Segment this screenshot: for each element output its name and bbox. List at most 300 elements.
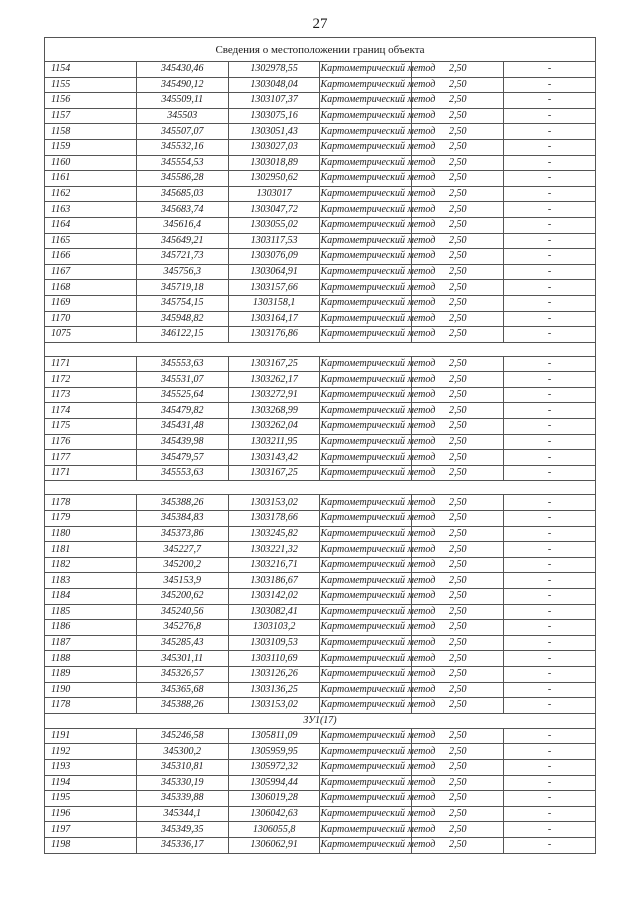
boundary-table-sheet <box>44 37 596 854</box>
x-coordinate-cell: 345344,1 <box>136 806 228 822</box>
accuracy-cell: 2,50 <box>412 698 504 714</box>
x-coordinate-cell: 345285,43 <box>136 635 228 651</box>
accuracy-cell: 2,50 <box>412 573 504 589</box>
accuracy-cell: 2,50 <box>412 635 504 651</box>
x-coordinate-cell: 345554,53 <box>136 155 228 171</box>
point-number-cell: 1191 <box>45 728 137 744</box>
method-cell: Картометрический метод <box>320 682 412 698</box>
x-coordinate-cell: 345503 <box>136 108 228 124</box>
point-number-cell: 1178 <box>45 698 137 714</box>
table-row <box>45 233 596 249</box>
method-cell: Картометрический метод <box>320 233 412 249</box>
table-row <box>45 434 596 450</box>
method-cell: Картометрический метод <box>320 249 412 265</box>
description-cell: - <box>504 775 596 791</box>
description-cell: - <box>504 620 596 636</box>
accuracy-cell: 2,50 <box>412 557 504 573</box>
description-cell: - <box>504 280 596 296</box>
table-title: Сведения о местоположении границ объекта <box>45 38 596 62</box>
method-cell: Картометрический метод <box>320 744 412 760</box>
accuracy-cell: 2,50 <box>412 356 504 372</box>
section-label: ЗУ1(17) <box>45 713 596 728</box>
point-number-cell: 1173 <box>45 387 137 403</box>
description-cell: - <box>504 327 596 343</box>
accuracy-cell: 2,50 <box>412 249 504 265</box>
x-coordinate-cell: 345586,28 <box>136 171 228 187</box>
y-coordinate-cell: 1303178,66 <box>228 511 320 527</box>
method-cell: Картометрический метод <box>320 651 412 667</box>
point-number-cell: 1163 <box>45 202 137 218</box>
method-cell: Картометрический метод <box>320 403 412 419</box>
description-cell: - <box>504 589 596 605</box>
x-coordinate-cell: 345756,3 <box>136 264 228 280</box>
table-row <box>45 62 596 78</box>
y-coordinate-cell: 1303167,25 <box>228 356 320 372</box>
y-coordinate-cell: 1306042,63 <box>228 806 320 822</box>
table-row <box>45 666 596 682</box>
y-coordinate-cell: 1305811,09 <box>228 728 320 744</box>
point-number-cell: 1164 <box>45 217 137 233</box>
method-cell: Картометрический метод <box>320 526 412 542</box>
accuracy-cell: 2,50 <box>412 280 504 296</box>
y-coordinate-cell: 1303164,17 <box>228 311 320 327</box>
y-coordinate-cell: 1303103,2 <box>228 620 320 636</box>
description-cell: - <box>504 791 596 807</box>
accuracy-cell: 2,50 <box>412 264 504 280</box>
table-row <box>45 108 596 124</box>
accuracy-cell: 2,50 <box>412 744 504 760</box>
point-number-cell: 1179 <box>45 511 137 527</box>
table-row <box>45 557 596 573</box>
method-cell: Картометрический метод <box>320 791 412 807</box>
x-coordinate-cell: 345301,11 <box>136 651 228 667</box>
description-cell: - <box>504 511 596 527</box>
table-row <box>45 495 596 511</box>
point-number-cell: 1158 <box>45 124 137 140</box>
accuracy-cell: 2,50 <box>412 108 504 124</box>
x-coordinate-cell: 345227,7 <box>136 542 228 558</box>
description-cell: - <box>504 557 596 573</box>
table-row <box>45 264 596 280</box>
y-coordinate-cell: 1303158,1 <box>228 295 320 311</box>
method-cell: Картометрический метод <box>320 419 412 435</box>
accuracy-cell: 2,50 <box>412 589 504 605</box>
description-cell: - <box>504 372 596 388</box>
accuracy-cell: 2,50 <box>412 93 504 109</box>
method-cell: Картометрический метод <box>320 280 412 296</box>
x-coordinate-cell: 345948,82 <box>136 311 228 327</box>
table-row <box>45 604 596 620</box>
description-cell: - <box>504 233 596 249</box>
y-coordinate-cell: 1303117,53 <box>228 233 320 249</box>
table-row <box>45 139 596 155</box>
accuracy-cell: 2,50 <box>412 682 504 698</box>
accuracy-cell: 2,50 <box>412 186 504 202</box>
description-cell: - <box>504 666 596 682</box>
x-coordinate-cell: 345373,86 <box>136 526 228 542</box>
accuracy-cell: 2,50 <box>412 511 504 527</box>
accuracy-cell: 2,50 <box>412 495 504 511</box>
x-coordinate-cell: 345509,11 <box>136 93 228 109</box>
accuracy-cell: 2,50 <box>412 822 504 838</box>
description-cell: - <box>504 387 596 403</box>
y-coordinate-cell: 1303110,69 <box>228 651 320 667</box>
point-number-cell: 1185 <box>45 604 137 620</box>
y-coordinate-cell: 1303153,02 <box>228 495 320 511</box>
table-row <box>45 511 596 527</box>
table-row <box>45 573 596 589</box>
y-coordinate-cell: 1303186,67 <box>228 573 320 589</box>
method-cell: Картометрический метод <box>320 511 412 527</box>
y-coordinate-cell: 1303047,72 <box>228 202 320 218</box>
description-cell: - <box>504 93 596 109</box>
accuracy-cell: 2,50 <box>412 155 504 171</box>
table-row <box>45 280 596 296</box>
y-coordinate-cell: 1303221,32 <box>228 542 320 558</box>
point-number-cell: 1177 <box>45 450 137 466</box>
table-row <box>45 124 596 140</box>
description-cell: - <box>504 573 596 589</box>
accuracy-cell: 2,50 <box>412 837 504 853</box>
method-cell: Картометрический метод <box>320 698 412 714</box>
table-row <box>45 403 596 419</box>
method-cell: Картометрический метод <box>320 450 412 466</box>
x-coordinate-cell: 345200,2 <box>136 557 228 573</box>
table-row <box>45 635 596 651</box>
accuracy-cell: 2,50 <box>412 620 504 636</box>
description-cell: - <box>504 249 596 265</box>
point-number-cell: 1155 <box>45 77 137 93</box>
accuracy-cell: 2,50 <box>412 403 504 419</box>
accuracy-cell: 2,50 <box>412 759 504 775</box>
page-number: 27 <box>312 16 328 32</box>
table-row <box>45 217 596 233</box>
table-row <box>45 171 596 187</box>
boundary-table <box>44 37 596 854</box>
description-cell: - <box>504 604 596 620</box>
description-cell: - <box>504 202 596 218</box>
point-number-cell: 1157 <box>45 108 137 124</box>
description-cell: - <box>504 542 596 558</box>
table-row <box>45 295 596 311</box>
table-row <box>45 744 596 760</box>
accuracy-cell: 2,50 <box>412 202 504 218</box>
point-number-cell: 1182 <box>45 557 137 573</box>
y-coordinate-cell: 1303107,37 <box>228 93 320 109</box>
x-coordinate-cell: 345431,48 <box>136 419 228 435</box>
y-coordinate-cell: 1302950,62 <box>228 171 320 187</box>
y-coordinate-cell: 1303211,95 <box>228 434 320 450</box>
x-coordinate-cell: 345532,16 <box>136 139 228 155</box>
y-coordinate-cell: 1303048,04 <box>228 77 320 93</box>
description-cell: - <box>504 837 596 853</box>
method-cell: Картометрический метод <box>320 604 412 620</box>
y-coordinate-cell: 1303262,17 <box>228 372 320 388</box>
point-number-cell: 1189 <box>45 666 137 682</box>
table-row <box>45 759 596 775</box>
accuracy-cell: 2,50 <box>412 387 504 403</box>
accuracy-cell: 2,50 <box>412 139 504 155</box>
method-cell: Картометрический метод <box>320 387 412 403</box>
x-coordinate-cell: 345721,73 <box>136 249 228 265</box>
method-cell: Картометрический метод <box>320 186 412 202</box>
x-coordinate-cell: 345479,82 <box>136 403 228 419</box>
x-coordinate-cell: 346122,15 <box>136 327 228 343</box>
method-cell: Картометрический метод <box>320 155 412 171</box>
method-cell: Картометрический метод <box>320 108 412 124</box>
point-number-cell: 1160 <box>45 155 137 171</box>
table-row <box>45 186 596 202</box>
y-coordinate-cell: 1303075,16 <box>228 108 320 124</box>
y-coordinate-cell: 1303018,89 <box>228 155 320 171</box>
point-number-cell: 1075 <box>45 327 137 343</box>
method-cell: Картометрический метод <box>320 557 412 573</box>
method-cell: Картометрический метод <box>320 124 412 140</box>
method-cell: Картометрический метод <box>320 202 412 218</box>
table-row <box>45 728 596 744</box>
point-number-cell: 1183 <box>45 573 137 589</box>
y-coordinate-cell: 1306062,91 <box>228 837 320 853</box>
point-number-cell: 1195 <box>45 791 137 807</box>
point-number-cell: 1176 <box>45 434 137 450</box>
point-number-cell: 1178 <box>45 495 137 511</box>
x-coordinate-cell: 345649,21 <box>136 233 228 249</box>
y-coordinate-cell: 1303055,02 <box>228 217 320 233</box>
point-number-cell: 1196 <box>45 806 137 822</box>
accuracy-cell: 2,50 <box>412 327 504 343</box>
y-coordinate-cell: 1303272,91 <box>228 387 320 403</box>
point-number-cell: 1180 <box>45 526 137 542</box>
accuracy-cell: 2,50 <box>412 419 504 435</box>
y-coordinate-cell: 1303268,99 <box>228 403 320 419</box>
description-cell: - <box>504 759 596 775</box>
y-coordinate-cell: 1303082,41 <box>228 604 320 620</box>
method-cell: Картометрический метод <box>320 495 412 511</box>
table-row <box>45 450 596 466</box>
table-row <box>45 419 596 435</box>
y-coordinate-cell: 1303051,43 <box>228 124 320 140</box>
table-row <box>45 775 596 791</box>
point-number-cell: 1181 <box>45 542 137 558</box>
point-number-cell: 1187 <box>45 635 137 651</box>
point-number-cell: 1161 <box>45 171 137 187</box>
point-number-cell: 1168 <box>45 280 137 296</box>
table-row <box>45 698 596 714</box>
table-row <box>45 327 596 343</box>
table-row <box>45 682 596 698</box>
y-coordinate-cell: 1303262,04 <box>228 419 320 435</box>
accuracy-cell: 2,50 <box>412 604 504 620</box>
accuracy-cell: 2,50 <box>412 124 504 140</box>
x-coordinate-cell: 345754,15 <box>136 295 228 311</box>
description-cell: - <box>504 651 596 667</box>
point-number-cell: 1175 <box>45 419 137 435</box>
description-cell: - <box>504 77 596 93</box>
accuracy-cell: 2,50 <box>412 666 504 682</box>
description-cell: - <box>504 171 596 187</box>
accuracy-cell: 2,50 <box>412 77 504 93</box>
accuracy-cell: 2,50 <box>412 62 504 78</box>
x-coordinate-cell: 345326,57 <box>136 666 228 682</box>
description-cell: - <box>504 356 596 372</box>
x-coordinate-cell: 345240,56 <box>136 604 228 620</box>
method-cell: Картометрический метод <box>320 295 412 311</box>
method-cell: Картометрический метод <box>320 666 412 682</box>
point-number-cell: 1154 <box>45 62 137 78</box>
description-cell: - <box>504 419 596 435</box>
x-coordinate-cell: 345339,88 <box>136 791 228 807</box>
accuracy-cell: 2,50 <box>412 728 504 744</box>
x-coordinate-cell: 345531,07 <box>136 372 228 388</box>
x-coordinate-cell: 345479,57 <box>136 450 228 466</box>
table-row <box>45 372 596 388</box>
accuracy-cell: 2,50 <box>412 542 504 558</box>
x-coordinate-cell: 345683,74 <box>136 202 228 218</box>
x-coordinate-cell: 345553,63 <box>136 465 228 481</box>
x-coordinate-cell: 345388,26 <box>136 495 228 511</box>
point-number-cell: 1167 <box>45 264 137 280</box>
x-coordinate-cell: 345330,19 <box>136 775 228 791</box>
table-row <box>45 387 596 403</box>
section-header-row <box>45 713 596 728</box>
y-coordinate-cell: 1303176,86 <box>228 327 320 343</box>
point-number-cell: 1186 <box>45 620 137 636</box>
x-coordinate-cell: 345719,18 <box>136 280 228 296</box>
accuracy-cell: 2,50 <box>412 450 504 466</box>
x-coordinate-cell: 345685,03 <box>136 186 228 202</box>
description-cell: - <box>504 698 596 714</box>
accuracy-cell: 2,50 <box>412 651 504 667</box>
accuracy-cell: 2,50 <box>412 171 504 187</box>
y-coordinate-cell: 1303136,25 <box>228 682 320 698</box>
table-row <box>45 620 596 636</box>
point-number-cell: 1190 <box>45 682 137 698</box>
point-number-cell: 1192 <box>45 744 137 760</box>
description-cell: - <box>504 217 596 233</box>
description-cell: - <box>504 822 596 838</box>
method-cell: Картометрический метод <box>320 171 412 187</box>
accuracy-cell: 2,50 <box>412 526 504 542</box>
method-cell: Картометрический метод <box>320 62 412 78</box>
method-cell: Картометрический метод <box>320 822 412 838</box>
table-row <box>45 155 596 171</box>
description-cell: - <box>504 495 596 511</box>
y-coordinate-cell: 1303027,03 <box>228 139 320 155</box>
method-cell: Картометрический метод <box>320 93 412 109</box>
y-coordinate-cell: 1306055,8 <box>228 822 320 838</box>
method-cell: Картометрический метод <box>320 806 412 822</box>
y-coordinate-cell: 1305959,95 <box>228 744 320 760</box>
y-coordinate-cell: 1303142,02 <box>228 589 320 605</box>
description-cell: - <box>504 526 596 542</box>
x-coordinate-cell: 345246,58 <box>136 728 228 744</box>
table-row <box>45 806 596 822</box>
point-number-cell: 1174 <box>45 403 137 419</box>
method-cell: Картометрический метод <box>320 264 412 280</box>
method-cell: Картометрический метод <box>320 465 412 481</box>
separator-cell <box>45 342 596 356</box>
description-cell: - <box>504 311 596 327</box>
y-coordinate-cell: 1303157,66 <box>228 280 320 296</box>
table-row <box>45 465 596 481</box>
accuracy-cell: 2,50 <box>412 434 504 450</box>
point-number-cell: 1165 <box>45 233 137 249</box>
group-separator-row <box>45 342 596 356</box>
y-coordinate-cell: 1303126,26 <box>228 666 320 682</box>
description-cell: - <box>504 62 596 78</box>
method-cell: Картометрический метод <box>320 759 412 775</box>
point-number-cell: 1194 <box>45 775 137 791</box>
point-number-cell: 1193 <box>45 759 137 775</box>
method-cell: Картометрический метод <box>320 589 412 605</box>
accuracy-cell: 2,50 <box>412 791 504 807</box>
description-cell: - <box>504 744 596 760</box>
y-coordinate-cell: 1302978,55 <box>228 62 320 78</box>
x-coordinate-cell: 345276,8 <box>136 620 228 636</box>
y-coordinate-cell: 1303153,02 <box>228 698 320 714</box>
accuracy-cell: 2,50 <box>412 233 504 249</box>
description-cell: - <box>504 264 596 280</box>
point-number-cell: 1188 <box>45 651 137 667</box>
method-cell: Картометрический метод <box>320 573 412 589</box>
table-row <box>45 542 596 558</box>
x-coordinate-cell: 345439,98 <box>136 434 228 450</box>
point-number-cell: 1197 <box>45 822 137 838</box>
point-number-cell: 1166 <box>45 249 137 265</box>
description-cell: - <box>504 465 596 481</box>
x-coordinate-cell: 345365,68 <box>136 682 228 698</box>
separator-cell <box>45 481 596 495</box>
method-cell: Картометрический метод <box>320 139 412 155</box>
description-cell: - <box>504 450 596 466</box>
x-coordinate-cell: 345349,35 <box>136 822 228 838</box>
table-row <box>45 93 596 109</box>
x-coordinate-cell: 345336,17 <box>136 837 228 853</box>
point-number-cell: 1171 <box>45 356 137 372</box>
description-cell: - <box>504 403 596 419</box>
table-row <box>45 356 596 372</box>
x-coordinate-cell: 345310,81 <box>136 759 228 775</box>
table-row <box>45 651 596 667</box>
point-number-cell: 1162 <box>45 186 137 202</box>
method-cell: Картометрический метод <box>320 635 412 651</box>
method-cell: Картометрический метод <box>320 311 412 327</box>
method-cell: Картометрический метод <box>320 217 412 233</box>
description-cell: - <box>504 108 596 124</box>
y-coordinate-cell: 1303076,09 <box>228 249 320 265</box>
description-cell: - <box>504 434 596 450</box>
x-coordinate-cell: 345388,26 <box>136 698 228 714</box>
point-number-cell: 1169 <box>45 295 137 311</box>
table-row <box>45 791 596 807</box>
description-cell: - <box>504 186 596 202</box>
method-cell: Картометрический метод <box>320 837 412 853</box>
y-coordinate-cell: 1303017 <box>228 186 320 202</box>
y-coordinate-cell: 1303216,71 <box>228 557 320 573</box>
accuracy-cell: 2,50 <box>412 775 504 791</box>
y-coordinate-cell: 1306019,28 <box>228 791 320 807</box>
y-coordinate-cell: 1303109,53 <box>228 635 320 651</box>
point-number-cell: 1171 <box>45 465 137 481</box>
table-row <box>45 526 596 542</box>
description-cell: - <box>504 124 596 140</box>
x-coordinate-cell: 345430,46 <box>136 62 228 78</box>
method-cell: Картометрический метод <box>320 775 412 791</box>
method-cell: Картометрический метод <box>320 356 412 372</box>
description-cell: - <box>504 155 596 171</box>
point-number-cell: 1159 <box>45 139 137 155</box>
method-cell: Картометрический метод <box>320 620 412 636</box>
